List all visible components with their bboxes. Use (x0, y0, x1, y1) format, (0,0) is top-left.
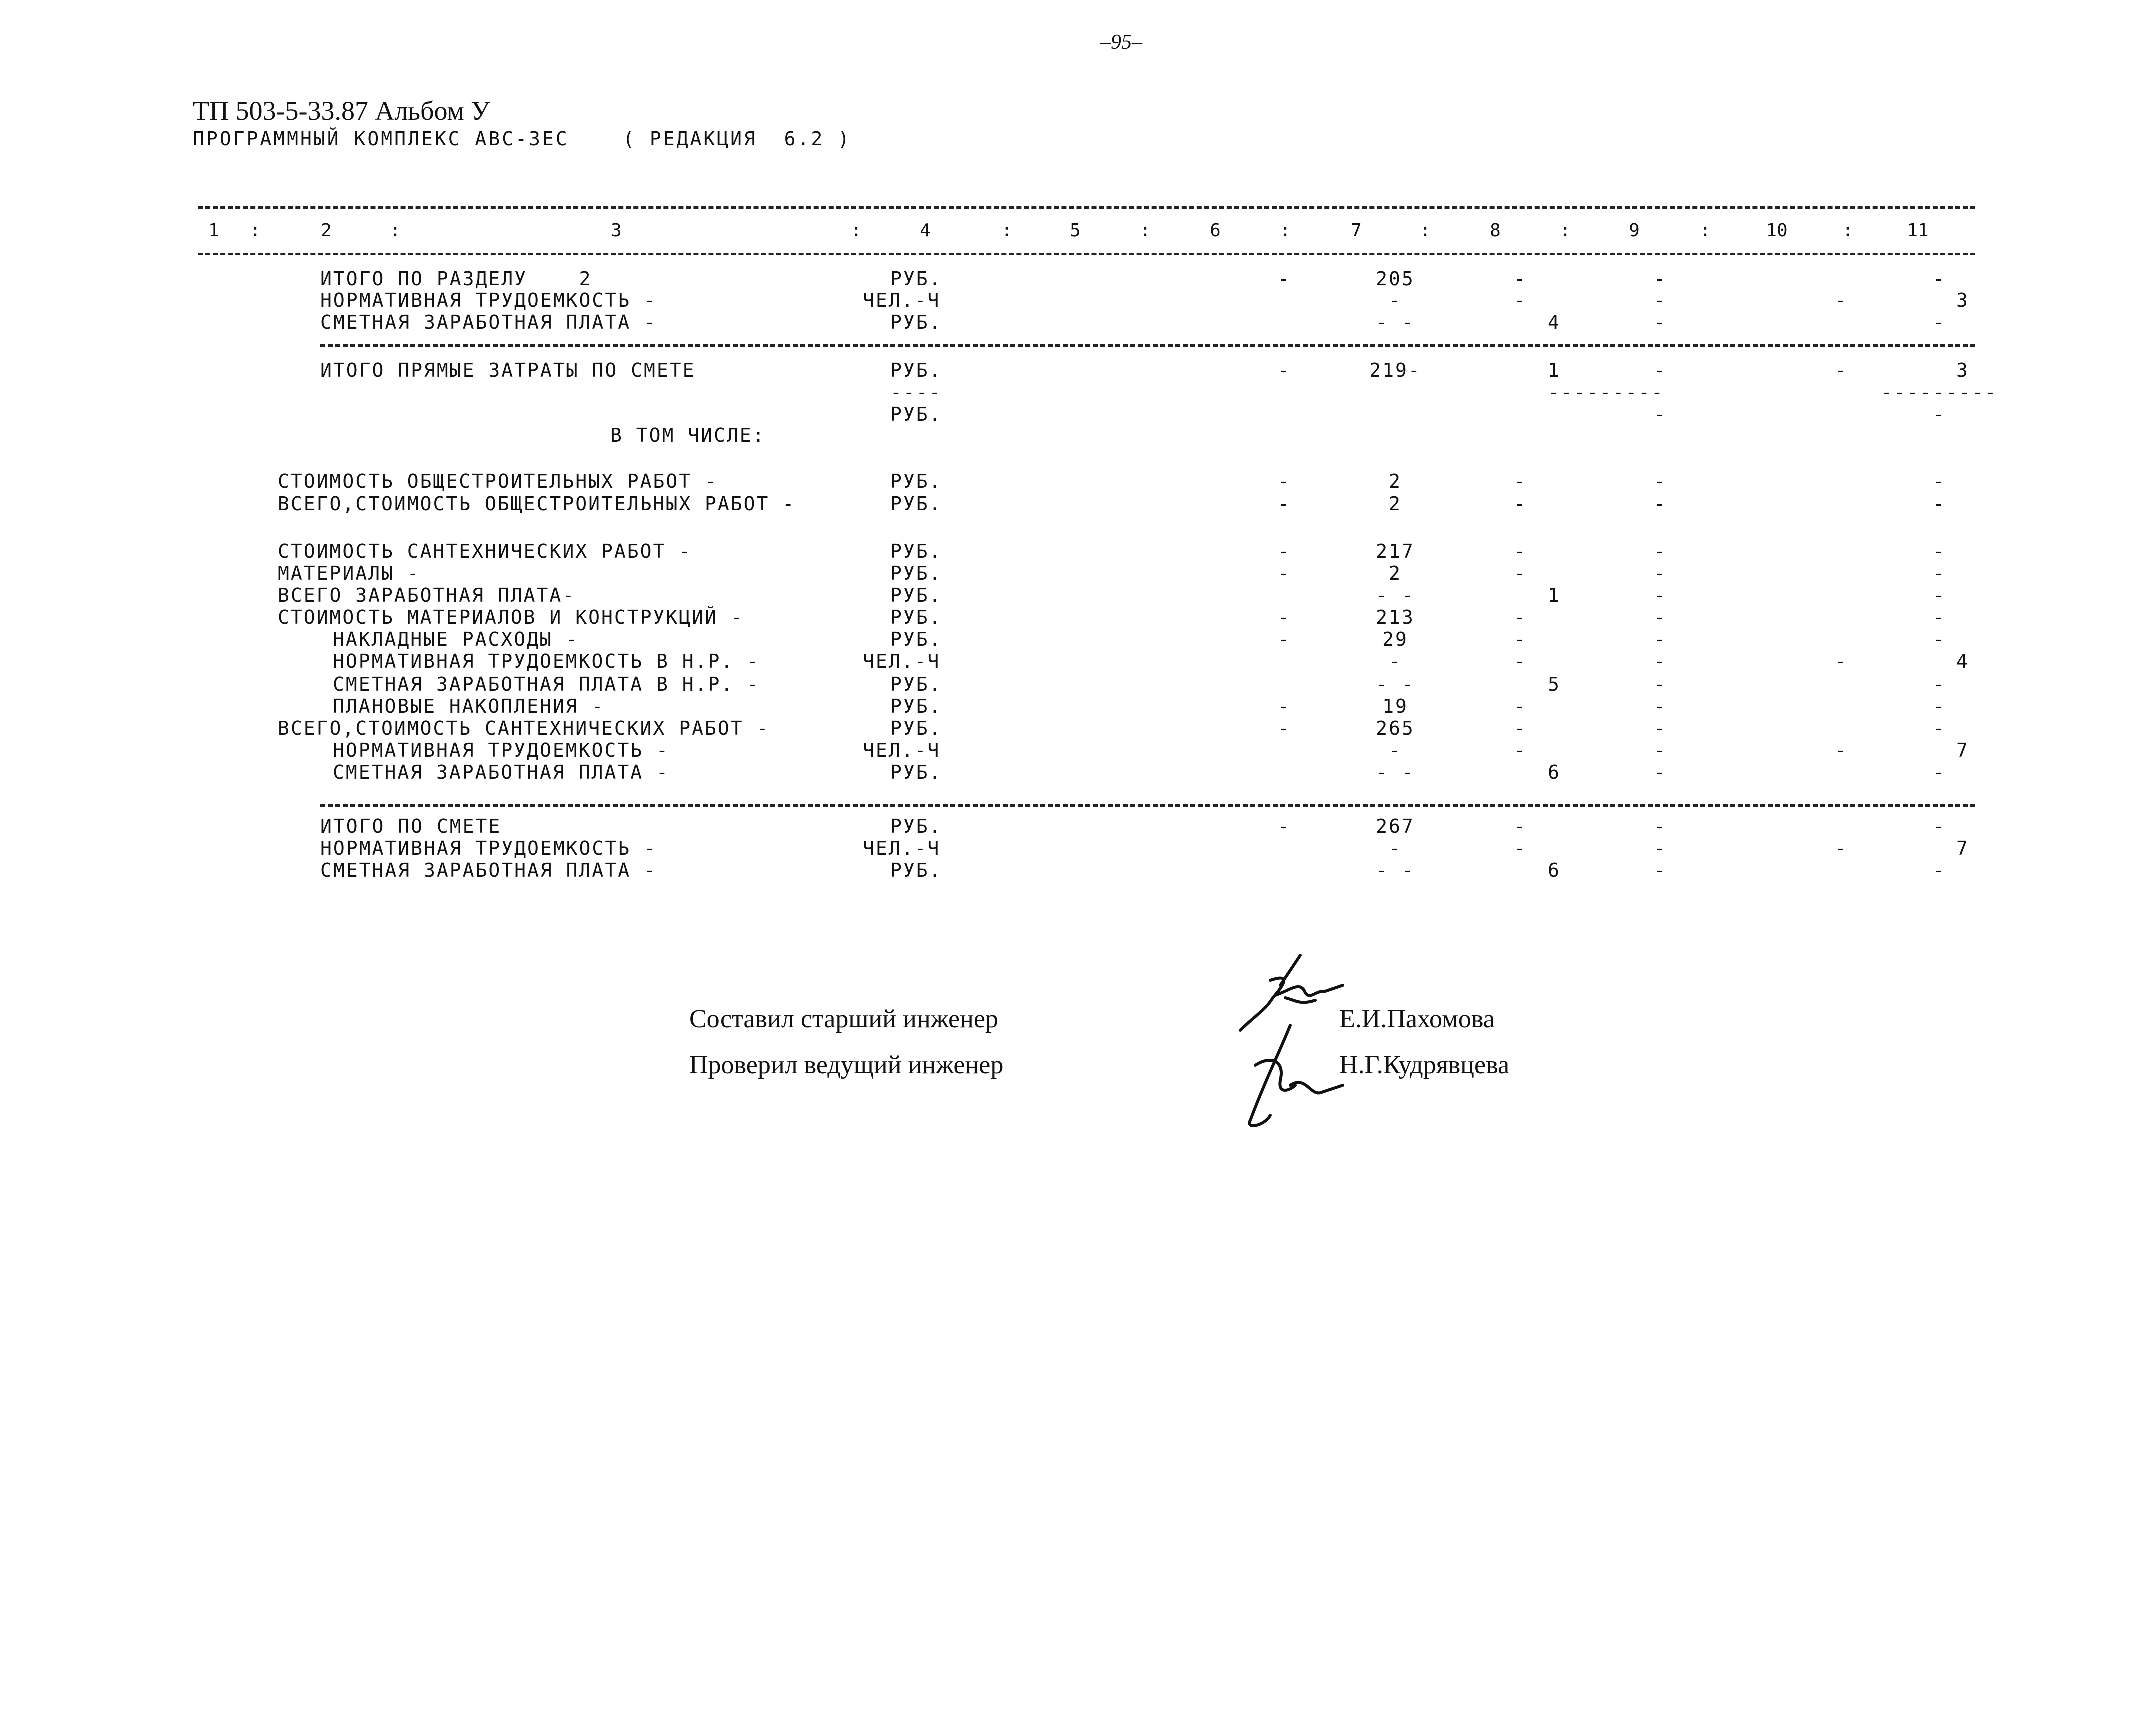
row-cell-c7: 2 (1389, 470, 1402, 492)
column-separator: : (1560, 220, 1571, 241)
row-cell-c6: - (1278, 695, 1291, 717)
row-cell-c11: - (1933, 540, 1946, 562)
row-cell-c9: 1 (1548, 584, 1561, 606)
row-cell-c8: - (1514, 289, 1527, 311)
row-cell-c6: - (1278, 717, 1291, 739)
row-cell-c11: - (1933, 584, 1946, 606)
row-cell-c11: - (1933, 859, 1946, 881)
row-label: ВСЕГО,СТОИМОСТЬ САНТЕХНИЧЕСКИХ РАБОТ - (278, 717, 770, 739)
row-cell-c7: - - (1376, 859, 1415, 881)
table-row (0, 761, 2156, 784)
row-unit: ЧЕЛ.-Ч (863, 739, 941, 761)
row-cell-c7: 217 (1376, 540, 1415, 562)
row-cell-c8: - (1514, 717, 1527, 739)
row-cell-c7: 2 (1389, 493, 1402, 515)
row-cell-c9b: - (1654, 859, 1667, 881)
row-cell-c9b: - (1654, 493, 1667, 515)
row-cell-c7: 19 (1382, 695, 1408, 717)
row-unit: РУБ. (890, 815, 942, 837)
row-label: В ТОМ ЧИСЛЕ: (610, 424, 766, 446)
row-cell-c7: - - (1376, 311, 1415, 333)
row-cell-c10: - (1835, 837, 1848, 859)
row-label: СМЕТНАЯ ЗАРАБОТНАЯ ПЛАТА - (320, 311, 657, 333)
row-cell-c11b: 4 (1956, 650, 1969, 672)
row-unit: ЧЕЛ.-Ч (863, 289, 941, 311)
row-unit: РУБ. (890, 673, 942, 695)
column-header: 3 (611, 220, 622, 241)
column-header: 10 (1766, 220, 1788, 241)
table-row (0, 540, 2156, 563)
table-top-rule (198, 206, 1975, 209)
row-cell-c9b: - (1654, 628, 1667, 650)
table-row (0, 584, 2156, 607)
row-cell-c7: - - (1376, 584, 1415, 606)
table-row (0, 717, 2156, 740)
row-cell-c7: 29 (1382, 628, 1408, 650)
column-header: 11 (1907, 220, 1929, 241)
row-cell-c6: - (1278, 268, 1291, 290)
row-cell-c9b: - (1654, 606, 1667, 628)
row-cell-c11: - (1933, 562, 1946, 584)
row-cell-c8: - (1514, 628, 1527, 650)
row-cell-c9b: - (1654, 562, 1667, 584)
row-cell-c11: - (1933, 311, 1946, 333)
row-cell-c11: - (1933, 695, 1946, 717)
table-row (0, 381, 2156, 404)
table-row (0, 606, 2156, 629)
row-label: НАКЛАДНЫЕ РАСХОДЫ - (333, 628, 579, 650)
column-header: 2 (321, 220, 332, 241)
row-cell-c9: 6 (1548, 761, 1561, 783)
row-cell-c9b: - (1654, 739, 1667, 761)
row-unit: РУБ. (890, 493, 942, 515)
row-cell-c11: - (1933, 761, 1946, 783)
checked-by-name: Н.Г.Кудрявцева (1339, 1051, 1510, 1079)
section-rule (320, 804, 1975, 807)
row-unit: ЧЕЛ.-Ч (863, 837, 941, 859)
row-unit: РУБ. (890, 717, 942, 739)
row-cell-c10: - (1835, 289, 1848, 311)
row-cell-c11: - (1933, 493, 1946, 515)
compiled-by-label: Составил старший инженер (689, 1005, 998, 1033)
row-unit: РУБ. (890, 859, 942, 881)
row-label: ИТОГО ПРЯМЫЕ ЗАТРАТЫ ПО СМЕТЕ (320, 359, 696, 381)
table-row (0, 815, 2156, 838)
compiled-by-name: Е.И.Пахомова (1339, 1005, 1495, 1033)
column-separator: : (1280, 220, 1291, 241)
row-cell-c10: - (1835, 739, 1848, 761)
row-cell-c6: - (1278, 359, 1291, 381)
row-cell-c8: - (1514, 470, 1527, 492)
row-label: НОРМАТИВНАЯ ТРУДОЕМКОСТЬ - (333, 739, 669, 761)
row-cell-c9b: - (1654, 695, 1667, 717)
column-header: 9 (1629, 220, 1640, 241)
table-row (0, 289, 2156, 312)
row-cell-c9b: - (1654, 650, 1667, 672)
row-cell-c8: - (1514, 562, 1527, 584)
document-title: ТП 503-5-33.87 Альбом У (193, 96, 490, 126)
row-unit: РУБ. (890, 562, 942, 584)
row-cell-c11b: 7 (1956, 837, 1969, 859)
row-cell-c11: - (1933, 268, 1946, 290)
row-cell-c10: - (1835, 650, 1848, 672)
row-unit: РУБ. (890, 311, 942, 333)
column-header: 6 (1210, 220, 1221, 241)
table-row (0, 628, 2156, 651)
table-row (0, 859, 2156, 882)
row-cell-c10: - (1835, 359, 1848, 381)
signature-kudryavtseva (1235, 1020, 1355, 1130)
row-cell-c11b: 7 (1956, 739, 1969, 761)
column-separator: : (1842, 220, 1853, 241)
row-cell-c11: - (1933, 606, 1946, 628)
row-cell-c6: - (1278, 493, 1291, 515)
table-row (0, 403, 2156, 426)
row-label: ПЛАНОВЫЕ НАКОПЛЕНИЯ - (333, 695, 605, 717)
row-cell-c6: - (1278, 628, 1291, 650)
row-cell-c9: --------- (1548, 381, 1664, 403)
column-separator: : (1001, 220, 1012, 241)
table-row (0, 673, 2156, 696)
row-cell-c8: - (1514, 493, 1527, 515)
row-cell-c9b: - (1654, 403, 1667, 425)
row-label: ИТОГО ПО РАЗДЕЛУ 2 (320, 268, 592, 290)
row-cell-c11: - (1933, 403, 1946, 425)
row-cell-c11b: 3 (1956, 359, 1969, 381)
row-label: СМЕТНАЯ ЗАРАБОТНАЯ ПЛАТА - (320, 859, 657, 881)
row-unit: РУБ. (890, 606, 942, 628)
row-label: СТОИМОСТЬ САНТЕХНИЧЕСКИХ РАБОТ - (278, 540, 692, 562)
row-cell-c9b: - (1654, 470, 1667, 492)
row-cell-c8: - (1514, 540, 1527, 562)
row-cell-c8: - (1514, 606, 1527, 628)
row-cell-c9: 5 (1548, 673, 1561, 695)
row-cell-c8: - (1514, 739, 1527, 761)
section-rule (320, 344, 1975, 347)
row-unit: РУБ. (890, 359, 942, 381)
row-cell-c9b: - (1654, 268, 1667, 290)
table-row (0, 562, 2156, 585)
row-cell-c9b: - (1654, 815, 1667, 837)
row-cell-c7: 265 (1376, 717, 1415, 739)
row-cell-c9b: - (1654, 311, 1667, 333)
table-row (0, 695, 2156, 718)
row-cell-c8: - (1514, 837, 1527, 859)
row-cell-c8: - (1514, 650, 1527, 672)
row-label: СМЕТНАЯ ЗАРАБОТНАЯ ПЛАТА В Н.Р. - (333, 673, 760, 695)
row-cell-c11: - (1933, 815, 1946, 837)
table-row (0, 837, 2156, 860)
row-cell-c11: - (1933, 673, 1946, 695)
column-separator: : (1420, 220, 1431, 241)
row-cell-c8: - (1514, 695, 1527, 717)
table-header-rule (198, 253, 1975, 255)
row-cell-c9: 1 (1548, 359, 1561, 381)
row-unit: РУБ. (890, 628, 942, 650)
column-header: 8 (1490, 220, 1501, 241)
row-unit: РУБ. (890, 540, 942, 562)
row-label: НОРМАТИВНАЯ ТРУДОЕМКОСТЬ - (320, 837, 657, 859)
row-cell-c9b: - (1654, 717, 1667, 739)
row-label: НОРМАТИВНАЯ ТРУДОЕМКОСТЬ - (320, 289, 657, 311)
row-label: МАТЕРИАЛЫ - (278, 562, 420, 584)
row-cell-c7: - (1389, 650, 1402, 672)
column-separator: : (250, 220, 261, 241)
row-cell-c6: - (1278, 540, 1291, 562)
row-cell-c11: - (1933, 717, 1946, 739)
row-cell-c11: --------- (1881, 381, 1998, 403)
row-cell-c7: 219- (1369, 359, 1421, 381)
row-cell-c7: - - (1376, 673, 1415, 695)
row-unit: ---- (890, 381, 942, 403)
row-label: СТОИМОСТЬ МАТЕРИАЛОВ И КОНСТРУКЦИЙ - (278, 606, 744, 628)
row-label: ИТОГО ПО СМЕТЕ (320, 815, 502, 837)
table-row (0, 311, 2156, 334)
row-cell-c9: 6 (1548, 859, 1561, 881)
row-cell-c7: - (1389, 289, 1402, 311)
row-label: ВСЕГО ЗАРАБОТНАЯ ПЛАТА- (278, 584, 576, 606)
column-separator: : (1140, 220, 1151, 241)
row-label: СМЕТНАЯ ЗАРАБОТНАЯ ПЛАТА - (333, 761, 669, 783)
row-unit: РУБ. (890, 695, 942, 717)
row-cell-c6: - (1278, 815, 1291, 837)
table-row (0, 424, 2156, 447)
row-cell-c7: 205 (1376, 268, 1415, 290)
row-cell-c7: - - (1376, 761, 1415, 783)
table-row (0, 268, 2156, 291)
column-separator: : (390, 220, 401, 241)
row-cell-c8: - (1514, 815, 1527, 837)
column-header: 4 (920, 220, 931, 241)
row-cell-c6: - (1278, 606, 1291, 628)
document-subtitle: ПРОГРАММНЫЙ КОМПЛЕКС АВС-3ЕС ( РЕДАКЦИЯ 6.2 ) (193, 128, 852, 150)
row-cell-c6: - (1278, 562, 1291, 584)
row-cell-c7: 267 (1376, 815, 1415, 837)
row-unit: РУБ. (890, 403, 942, 425)
row-label: СТОИМОСТЬ ОБЩЕСТРОИТЕЛЬНЫХ РАБОТ - (278, 470, 718, 492)
checked-by-label: Проверил ведущий инженер (689, 1051, 1004, 1079)
row-cell-c7: 2 (1389, 562, 1402, 584)
column-separator: : (851, 220, 862, 241)
page-number: –95– (1100, 31, 1142, 54)
column-header: 7 (1351, 220, 1362, 241)
table-row (0, 739, 2156, 762)
column-separator: : (1700, 220, 1711, 241)
row-unit: ЧЕЛ.-Ч (863, 650, 941, 672)
row-label: ВСЕГО,СТОИМОСТЬ ОБЩЕСТРОИТЕЛЬНЫХ РАБОТ - (278, 493, 796, 515)
table-row (0, 470, 2156, 493)
row-cell-c9b: - (1654, 761, 1667, 783)
row-cell-c9b: - (1654, 359, 1667, 381)
row-unit: РУБ. (890, 470, 942, 492)
row-cell-c9: 4 (1548, 311, 1561, 333)
row-unit: РУБ. (890, 268, 942, 290)
row-cell-c7: - (1389, 837, 1402, 859)
row-cell-c9b: - (1654, 584, 1667, 606)
column-header: 5 (1070, 220, 1081, 241)
table-row (0, 650, 2156, 673)
row-cell-c9b: - (1654, 289, 1667, 311)
row-cell-c7: - (1389, 739, 1402, 761)
table-row (0, 493, 2156, 516)
row-label: НОРМАТИВНАЯ ТРУДОЕМКОСТЬ В Н.Р. - (333, 650, 760, 672)
row-cell-c11: - (1933, 470, 1946, 492)
row-cell-c8: - (1514, 268, 1527, 290)
row-cell-c6: - (1278, 470, 1291, 492)
row-cell-c9b: - (1654, 837, 1667, 859)
row-unit: РУБ. (890, 761, 942, 783)
column-header: 1 (208, 220, 219, 241)
table-row (0, 359, 2156, 382)
row-cell-c9b: - (1654, 540, 1667, 562)
row-cell-c11: - (1933, 628, 1946, 650)
row-unit: РУБ. (890, 584, 942, 606)
row-cell-c7: 213 (1376, 606, 1415, 628)
row-cell-c11b: 3 (1956, 289, 1969, 311)
row-cell-c9b: - (1654, 673, 1667, 695)
